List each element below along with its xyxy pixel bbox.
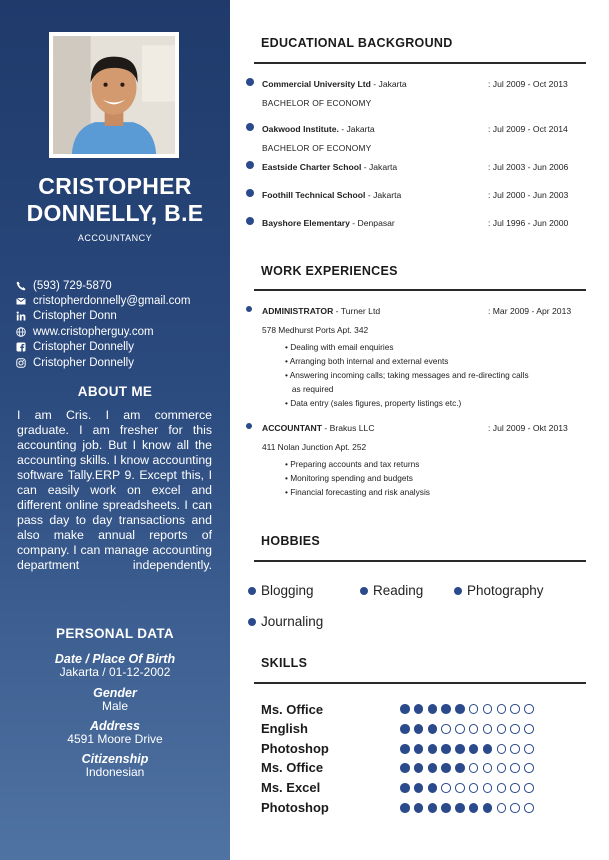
work-duties <box>285 457 430 499</box>
skill-dot-filled <box>414 803 424 813</box>
education-date: : Jul 2000 - Jun 2003 <box>488 190 569 200</box>
email-icon <box>16 296 26 306</box>
contact-linkedin-text: Cristopher Donn <box>33 310 117 323</box>
skill-dot-filled <box>455 803 465 813</box>
education-location: - Jakarta <box>361 162 398 172</box>
skill-dot-empty <box>441 724 451 734</box>
education-item <box>262 190 582 200</box>
skill-dot-empty <box>483 724 493 734</box>
work-item <box>262 306 582 316</box>
skill-name: Ms. Office <box>261 702 324 717</box>
contact-instagram[interactable] <box>16 355 226 370</box>
work-date: : Jul 2009 - Okt 2013 <box>488 423 568 433</box>
education-location: - Jakarta <box>338 124 375 134</box>
skill-dot-empty <box>497 724 507 734</box>
skill-dot-filled <box>428 724 438 734</box>
education-heading: EDUCATIONAL BACKGROUND <box>261 36 453 50</box>
work-company: - Turner Ltd <box>333 306 381 316</box>
skill-rating <box>400 744 534 754</box>
education-institution: Oakwood Institute. <box>262 124 339 134</box>
hobbies-heading: HOBBIES <box>261 534 321 548</box>
skill-dot-filled <box>414 783 424 793</box>
work-duty: • Financial forecasting and risk analysis <box>285 487 430 497</box>
work-item <box>262 423 582 433</box>
skill-dot-filled <box>414 704 424 714</box>
profile-photo <box>49 32 179 158</box>
skill-dot-empty <box>455 783 465 793</box>
skill-dot-empty <box>497 803 507 813</box>
skill-dot-empty <box>469 763 479 773</box>
hobby-dot-icon <box>454 587 462 595</box>
skill-dot-filled <box>428 763 438 773</box>
work-divider <box>254 289 586 291</box>
skill-name: English <box>261 721 308 736</box>
personal-item-birth <box>0 652 230 678</box>
skill-dot-empty <box>497 763 507 773</box>
contact-phone-text: (593) 729-5870 <box>33 279 112 292</box>
skill-dot-empty <box>510 744 520 754</box>
skill-dot-empty <box>469 724 479 734</box>
education-location: - Denpasar <box>349 218 395 228</box>
skill-name: Photoshop <box>261 741 329 756</box>
skill-dot-filled <box>414 763 424 773</box>
skill-dot-filled <box>441 744 451 754</box>
education-item <box>262 79 582 89</box>
contact-list <box>16 278 226 370</box>
skills-divider <box>254 682 586 684</box>
education-bullet-dot <box>246 161 254 169</box>
full-name <box>0 173 230 227</box>
skill-dot-filled <box>400 744 410 754</box>
education-institution: Commercial University Ltd <box>262 79 371 89</box>
work-duties <box>285 340 529 410</box>
hobby-dot-icon <box>248 587 256 595</box>
name-line-1: CRISTOPHER <box>38 173 192 199</box>
hobby-label: Blogging <box>261 583 314 598</box>
skill-dot-filled <box>455 704 465 714</box>
skill-dot-filled <box>428 744 438 754</box>
skill-dot-filled <box>483 803 493 813</box>
personal-label: Date / Place Of Birth <box>54 652 176 666</box>
skill-dot-empty <box>524 704 534 714</box>
phone-icon <box>16 281 26 291</box>
skill-dot-filled <box>400 704 410 714</box>
education-divider <box>254 62 586 64</box>
skill-dot-filled <box>469 744 479 754</box>
person-portrait-icon <box>53 36 175 154</box>
hobby-dot-icon <box>248 618 256 626</box>
work-duty: • Arranging both internal and external events <box>285 356 449 366</box>
hobby-item <box>248 614 323 629</box>
skill-dot-filled <box>455 744 465 754</box>
skill-rating <box>400 724 534 734</box>
education-institution: Foothill Technical School <box>262 190 366 200</box>
skill-dot-empty <box>469 704 479 714</box>
job-role: ACCOUNTANCY <box>77 233 153 243</box>
education-bullet-dot <box>246 189 254 197</box>
education-date: : Jul 1996 - Jun 2000 <box>488 218 569 228</box>
skill-dot-filled <box>441 803 451 813</box>
education-item <box>262 124 582 134</box>
education-date: : Jul 2003 - Jun 2006 <box>488 162 569 172</box>
education-item <box>262 162 582 172</box>
contact-facebook-text: Cristopher Donnelly <box>33 341 134 354</box>
work-address: 578 Medhurst Ports Apt. 342 <box>262 325 369 335</box>
linkedin-icon <box>16 311 26 321</box>
skill-dot-empty <box>524 744 534 754</box>
skill-name: Ms. Excel <box>261 780 321 795</box>
skill-dot-filled <box>469 803 479 813</box>
skill-name: Ms. Office <box>261 760 324 775</box>
education-degree: BACHELOR OF ECONOMY <box>262 143 372 153</box>
education-institution: Eastside Charter School <box>262 162 362 172</box>
instagram-icon <box>16 358 26 368</box>
skill-dot-filled <box>483 744 493 754</box>
skill-dot-empty <box>510 704 520 714</box>
skill-dot-empty <box>510 803 520 813</box>
personal-item-gender <box>0 686 230 712</box>
contact-linkedin[interactable] <box>16 309 226 324</box>
work-bullet-dot <box>246 423 252 429</box>
work-duty: as required <box>285 384 334 394</box>
work-duty: • Preparing accounts and tax returns <box>285 459 420 469</box>
skill-name: Photoshop <box>261 800 329 815</box>
skill-dot-filled <box>414 724 424 734</box>
skill-dot-empty <box>524 724 534 734</box>
education-bullet-dot <box>246 78 254 86</box>
skill-dot-empty <box>497 704 507 714</box>
skill-dot-filled <box>400 783 410 793</box>
skill-dot-filled <box>400 803 410 813</box>
personal-label: Address <box>89 719 141 733</box>
hobby-dot-icon <box>360 587 368 595</box>
hobbies-divider <box>254 560 586 562</box>
globe-icon <box>16 327 26 337</box>
skill-dot-empty <box>524 763 534 773</box>
skill-dot-empty <box>510 724 520 734</box>
skill-dot-empty <box>441 783 451 793</box>
skill-dot-empty <box>483 783 493 793</box>
education-bullet-dot <box>246 123 254 131</box>
sidebar <box>0 0 230 860</box>
work-bullet-dot <box>246 306 252 312</box>
education-location: - Jakarta <box>370 79 407 89</box>
hobby-item <box>248 583 314 598</box>
skill-dot-empty <box>497 744 507 754</box>
skill-dot-empty <box>510 783 520 793</box>
hobby-item <box>454 583 544 598</box>
contact-email[interactable] <box>16 293 226 308</box>
about-text: I am Cris. I am commerce graduate. I am fresher for this accounting job. But I know all the accounting skills. I know accounting software Tally.ERP 9. Except this, I can easily work on excel and different online spreadsheets. I can pass day to day transactions and also make annual reports of company. I can manage accounting department independently. <box>17 408 212 572</box>
skill-dot-empty <box>483 763 493 773</box>
skill-dot-filled <box>428 783 438 793</box>
skill-rating <box>400 763 534 773</box>
skill-rating <box>400 803 534 813</box>
personal-item-citizenship <box>0 752 230 778</box>
work-duty: • Dealing with email enquiries <box>285 342 394 352</box>
personal-value: Jakarta / 01-12-2002 <box>59 665 171 679</box>
work-title: ADMINISTRATOR <box>262 306 334 316</box>
work-title: ACCOUNTANT <box>262 423 322 433</box>
education-date: : Jul 2009 - Oct 2014 <box>488 124 568 134</box>
skill-dot-filled <box>400 724 410 734</box>
contact-phone[interactable] <box>16 278 226 293</box>
personal-value: Indonesian <box>85 765 145 779</box>
education-item <box>262 218 582 228</box>
contact-website-text: www.cristopherguy.com <box>33 325 154 338</box>
education-location: - Jakarta <box>365 190 402 200</box>
hobby-item <box>360 583 423 598</box>
skill-dot-empty <box>497 783 507 793</box>
education-degree: BACHELOR OF ECONOMY <box>262 98 372 108</box>
skill-dot-empty <box>524 803 534 813</box>
skill-rating <box>400 783 534 793</box>
personal-label: Gender <box>93 686 137 700</box>
skill-dot-empty <box>524 783 534 793</box>
skill-dot-filled <box>455 763 465 773</box>
personal-data-heading: PERSONAL DATA <box>56 626 174 641</box>
contact-website[interactable] <box>16 324 226 339</box>
education-date: : Jul 2009 - Oct 2013 <box>488 79 568 89</box>
work-company: - Brakus LLC <box>322 423 375 433</box>
skill-dot-filled <box>428 803 438 813</box>
hobby-label: Photography <box>467 583 544 598</box>
education-bullet-dot <box>246 217 254 225</box>
skill-dot-filled <box>414 744 424 754</box>
skill-dot-empty <box>510 763 520 773</box>
work-heading: WORK EXPERIENCES <box>261 264 398 278</box>
skill-dot-empty <box>469 783 479 793</box>
work-duty: • Data entry (sales figures, property listings etc.) <box>285 398 462 408</box>
work-duty: • Answering incoming calls; taking messages and re-directing calls <box>285 370 529 380</box>
skill-dot-empty <box>455 724 465 734</box>
facebook-icon <box>16 342 26 352</box>
skill-dot-filled <box>400 763 410 773</box>
personal-item-address <box>0 719 230 745</box>
contact-facebook[interactable] <box>16 340 226 355</box>
skill-dot-filled <box>428 704 438 714</box>
name-line-2: DONNELLY, B.E <box>26 200 204 226</box>
contact-instagram-text: Cristopher Donnelly <box>33 356 134 369</box>
skill-rating <box>400 704 534 714</box>
work-duty: • Monitoring spending and budgets <box>285 473 413 483</box>
skills-heading: SKILLS <box>261 656 308 670</box>
skill-dot-empty <box>483 704 493 714</box>
personal-value: Male <box>101 699 128 713</box>
hobby-label: Reading <box>373 583 424 598</box>
skill-dot-filled <box>441 704 451 714</box>
personal-label: Citizenship <box>81 752 149 766</box>
personal-value: 4591 Moore Drive <box>67 732 163 746</box>
work-address: 411 Nolan Junction Apt. 252 <box>262 442 367 452</box>
education-institution: Bayshore Elementary <box>262 218 350 228</box>
skill-dot-filled <box>441 763 451 773</box>
work-date: : Mar 2009 - Apr 2013 <box>488 306 572 316</box>
about-heading: ABOUT ME <box>77 384 153 399</box>
contact-email-text: cristopherdonnelly@gmail.com <box>33 295 191 308</box>
hobby-label: Journaling <box>261 614 324 629</box>
